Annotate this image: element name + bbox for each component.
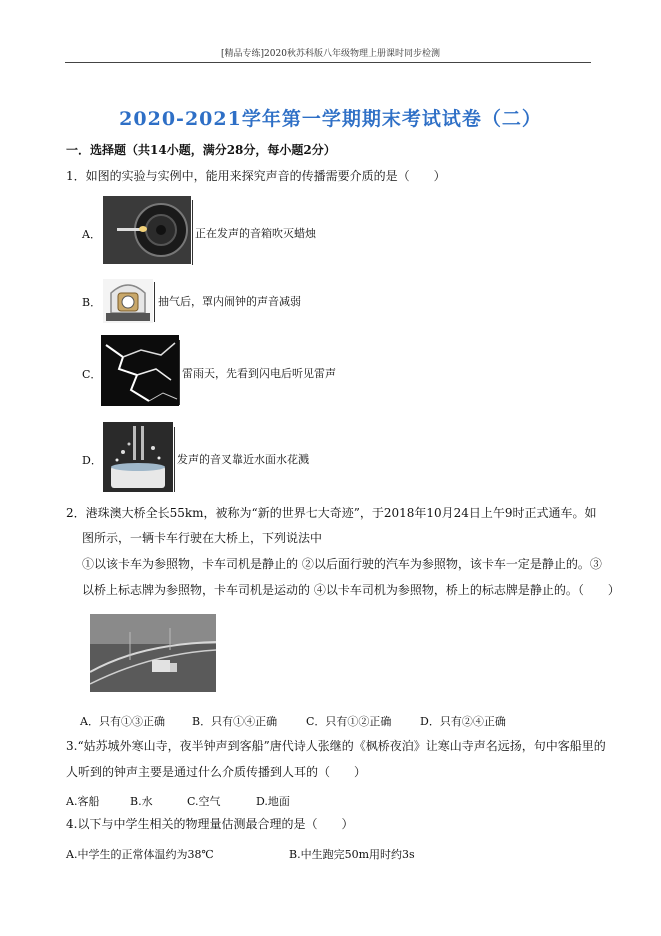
q1-option-a-text: 正在发声的音箱吹灭蜡烛 xyxy=(195,227,316,240)
page-title: 2020-2021学年第一学期期末考试试卷（二） xyxy=(119,108,542,130)
q4-choice-a: A.中学生的正常体温约为38℃ xyxy=(66,848,214,861)
q1-option-b-letter: B． xyxy=(82,296,102,309)
speaker-candle-photo xyxy=(103,196,191,264)
q2-choice-b: B．只有①④正确 xyxy=(192,715,278,728)
q2-choice-c: C．只有①②正确 xyxy=(306,715,392,728)
q3-line-1: 3.“姑苏城外寒山寺，夜半钟声到客船”唐代诗人张继的《枫桥夜泊》让寒山寺声名远扬，句中客船里的 xyxy=(66,739,606,753)
header-rule xyxy=(65,62,591,63)
q1-option-a-letter: A． xyxy=(82,228,101,241)
tuning-fork-water-photo xyxy=(103,422,173,492)
q1-option-b-divider xyxy=(154,282,155,322)
q2-choice-d: D．只有②④正确 xyxy=(420,715,506,728)
q1-option-c-divider xyxy=(179,340,180,405)
bridge-truck-photo xyxy=(90,614,216,692)
q3-choice-b: B.水 xyxy=(130,795,153,808)
q1-stem: 1．如图的实验与实例中，能用来探究声音的传播需要介质的是（ ） xyxy=(66,169,446,183)
q3-line-2: 人听到的钟声主要是通过什么介质传播到人耳的（ ） xyxy=(66,765,367,779)
lightning-photo xyxy=(101,335,179,406)
q2-line-2: 图所示，一辆卡车行驶在大桥上，下列说法中 xyxy=(82,531,323,545)
q3-choice-a: A.客船 xyxy=(66,795,100,808)
q4-choice-b: B.中生跑完50m用时约3s xyxy=(289,848,415,861)
q1-option-b-text: 抽气后，罩内闹钟的声音减弱 xyxy=(158,295,301,308)
q1-option-d-divider xyxy=(174,427,175,492)
q1-option-a-divider xyxy=(192,200,193,265)
q2-choice-a: A．只有①③正确 xyxy=(80,715,165,728)
q2-line-4: 以桥上标志牌为参照物，卡车司机是运动的 ④以卡车司机为参照物，桥上的标志牌是静止的。（ ） xyxy=(82,583,620,597)
bell-jar-clock-photo xyxy=(103,279,153,323)
q1-option-c-letter: C． xyxy=(82,368,102,381)
q1-option-d-letter: D． xyxy=(82,454,102,467)
q3-choice-d: D.地面 xyxy=(256,795,290,808)
q2-line-3: ①以该卡车为参照物，卡车司机是静止的 ②以后面行驶的汽车为参照物，该卡车一定是静止的。③ xyxy=(82,557,602,571)
q1-option-d-text: 发声的音叉靠近水面水花溅 xyxy=(177,453,309,466)
section-title: 一．选择题（共14小题，满分28分，每小题2分） xyxy=(66,143,336,157)
q2-line-1: 2．港珠澳大桥全长55km，被称为“新的世界七大奇迹”，于2018年10月24日上午9时正式通车。如 xyxy=(66,506,597,520)
q4-stem: 4.以下与中学生相关的物理量估测最合理的是（ ） xyxy=(66,817,354,831)
page-header: [精品专练]2020秋苏科版八年级物理上册课时同步检测 xyxy=(221,49,440,59)
q1-option-c-text: 雷雨天，先看到闪电后听见雷声 xyxy=(182,367,336,380)
q3-choice-c: C.空气 xyxy=(187,795,221,808)
